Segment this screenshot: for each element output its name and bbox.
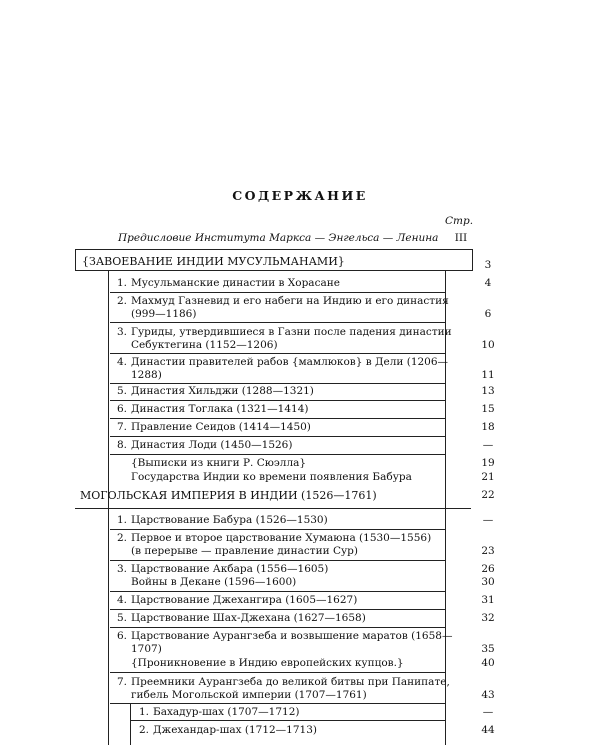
list-item-page: 44 <box>481 724 495 736</box>
list-item: 2. Первое и второе царствование Хумаюна (1530—1556) <box>116 532 432 544</box>
list-item-page: 15 <box>481 403 495 415</box>
sub-left-rule <box>130 703 131 745</box>
list-item: 4. Царствование Джехангира (1605—1627) <box>116 594 358 606</box>
divider <box>110 609 446 610</box>
divider <box>110 353 446 354</box>
list-item: {Выписки из книги Р. Сюэлла} <box>131 457 307 469</box>
list-item-page: 23 <box>481 545 495 557</box>
list-item-page: 18 <box>481 421 495 433</box>
list-item: Государства Индии ко времени появления Бабура <box>131 471 412 483</box>
list-item: 1. Царствование Бабура (1526—1530) <box>116 514 328 526</box>
list-item: 6. Царствование Аурангзеба и возвышение маратов (1658— <box>116 630 453 642</box>
divider <box>110 292 446 293</box>
page-column-label: Стр. <box>445 215 474 227</box>
list-item-continuation: гибель Могольской империи (1707—1761) <box>131 689 367 701</box>
divider <box>110 436 446 437</box>
list-item-page: 43 <box>481 689 495 701</box>
divider <box>130 720 446 721</box>
list-item-page: 31 <box>481 594 495 606</box>
list-item-page: 4 <box>484 277 492 289</box>
list-item-page: 19 <box>481 457 495 469</box>
divider <box>110 591 446 592</box>
list-item: 3. Гуриды, утвердившиеся в Газни после падения династии <box>116 326 452 338</box>
list-item: 1. Бахадур-шах (1707—1712) <box>138 706 300 718</box>
part1-page: 3 <box>484 259 492 271</box>
list-item-page: 26 <box>481 563 495 575</box>
list-item-continuation: (999—1186) <box>131 308 197 320</box>
list-item: 4. Династии правителей рабов {мамлюков} в Дели (1206— <box>116 356 449 368</box>
page-title: СОДЕРЖАНИЕ <box>232 188 368 203</box>
list-item-page: 32 <box>481 612 495 624</box>
list-item: 6. Династия Тоглака (1321—1414) <box>116 403 309 415</box>
list-item: 7. Правление Сеидов (1414—1450) <box>116 421 311 433</box>
divider <box>110 418 446 419</box>
list-item: 3. Царствование Акбара (1556—1605) <box>116 563 329 575</box>
list-item: 8. Династия Лоди (1450—1526) <box>116 439 293 451</box>
divider <box>110 703 446 704</box>
preface-entry: Предисловие Института Маркса — Энгельса — Ленина <box>118 232 439 244</box>
part2-page: 22 <box>481 489 495 501</box>
part2-left-rule <box>108 509 109 745</box>
divider <box>75 508 471 509</box>
divider <box>110 529 446 530</box>
list-item-page: — <box>482 439 494 451</box>
list-item-page: 13 <box>481 385 495 397</box>
list-item-page: 6 <box>484 308 492 320</box>
divider <box>110 383 446 384</box>
list-item: Войны в Декане (1596—1600) <box>131 576 297 588</box>
list-item: 5. Царствование Шах-Джехана (1627—1658) <box>116 612 366 624</box>
list-item-continuation: (в перерыве — правление династии Сур) <box>131 545 358 557</box>
part1-right-rule <box>445 271 446 535</box>
divider <box>110 322 446 323</box>
divider <box>110 560 446 561</box>
list-item: 2. Махмуд Газневид и его набеги на Индию и его династия <box>116 295 449 307</box>
list-item: {Проникновение в Индию европейских купцов.} <box>131 657 404 669</box>
list-item-continuation: Себуктегина (1152—1206) <box>131 339 278 351</box>
preface-page: III <box>454 232 468 244</box>
list-item-page: 11 <box>481 369 495 381</box>
list-item-page: 30 <box>481 576 495 588</box>
list-item-page: — <box>482 706 494 718</box>
list-item: 5. Династия Хильджи (1288—1321) <box>116 385 314 397</box>
list-item-continuation: 1707) <box>131 643 162 655</box>
list-item: 7. Преемники Аурангзеба до великой битвы при Панипате, <box>116 676 450 688</box>
list-item-continuation: 1288) <box>131 369 162 381</box>
list-item: 1. Мусульманские династии в Хорасане <box>116 277 340 289</box>
list-item: 2. Джехандар-шах (1712—1713) <box>138 724 318 736</box>
divider <box>110 627 446 628</box>
list-item-page: 10 <box>481 339 495 351</box>
list-item-page: 40 <box>481 657 495 669</box>
list-item-page: 35 <box>481 643 495 655</box>
divider <box>110 400 446 401</box>
part2-heading: МОГОЛЬСКАЯ ИМПЕРИЯ В ИНДИИ (1526—1761) <box>80 489 377 502</box>
list-item-page: 21 <box>481 471 495 483</box>
list-item-page: — <box>482 514 494 526</box>
divider <box>110 672 446 673</box>
divider <box>110 454 446 455</box>
part1-heading: {ЗАВОЕВАНИЕ ИНДИИ МУСУЛЬМАНАМИ} <box>82 255 345 268</box>
